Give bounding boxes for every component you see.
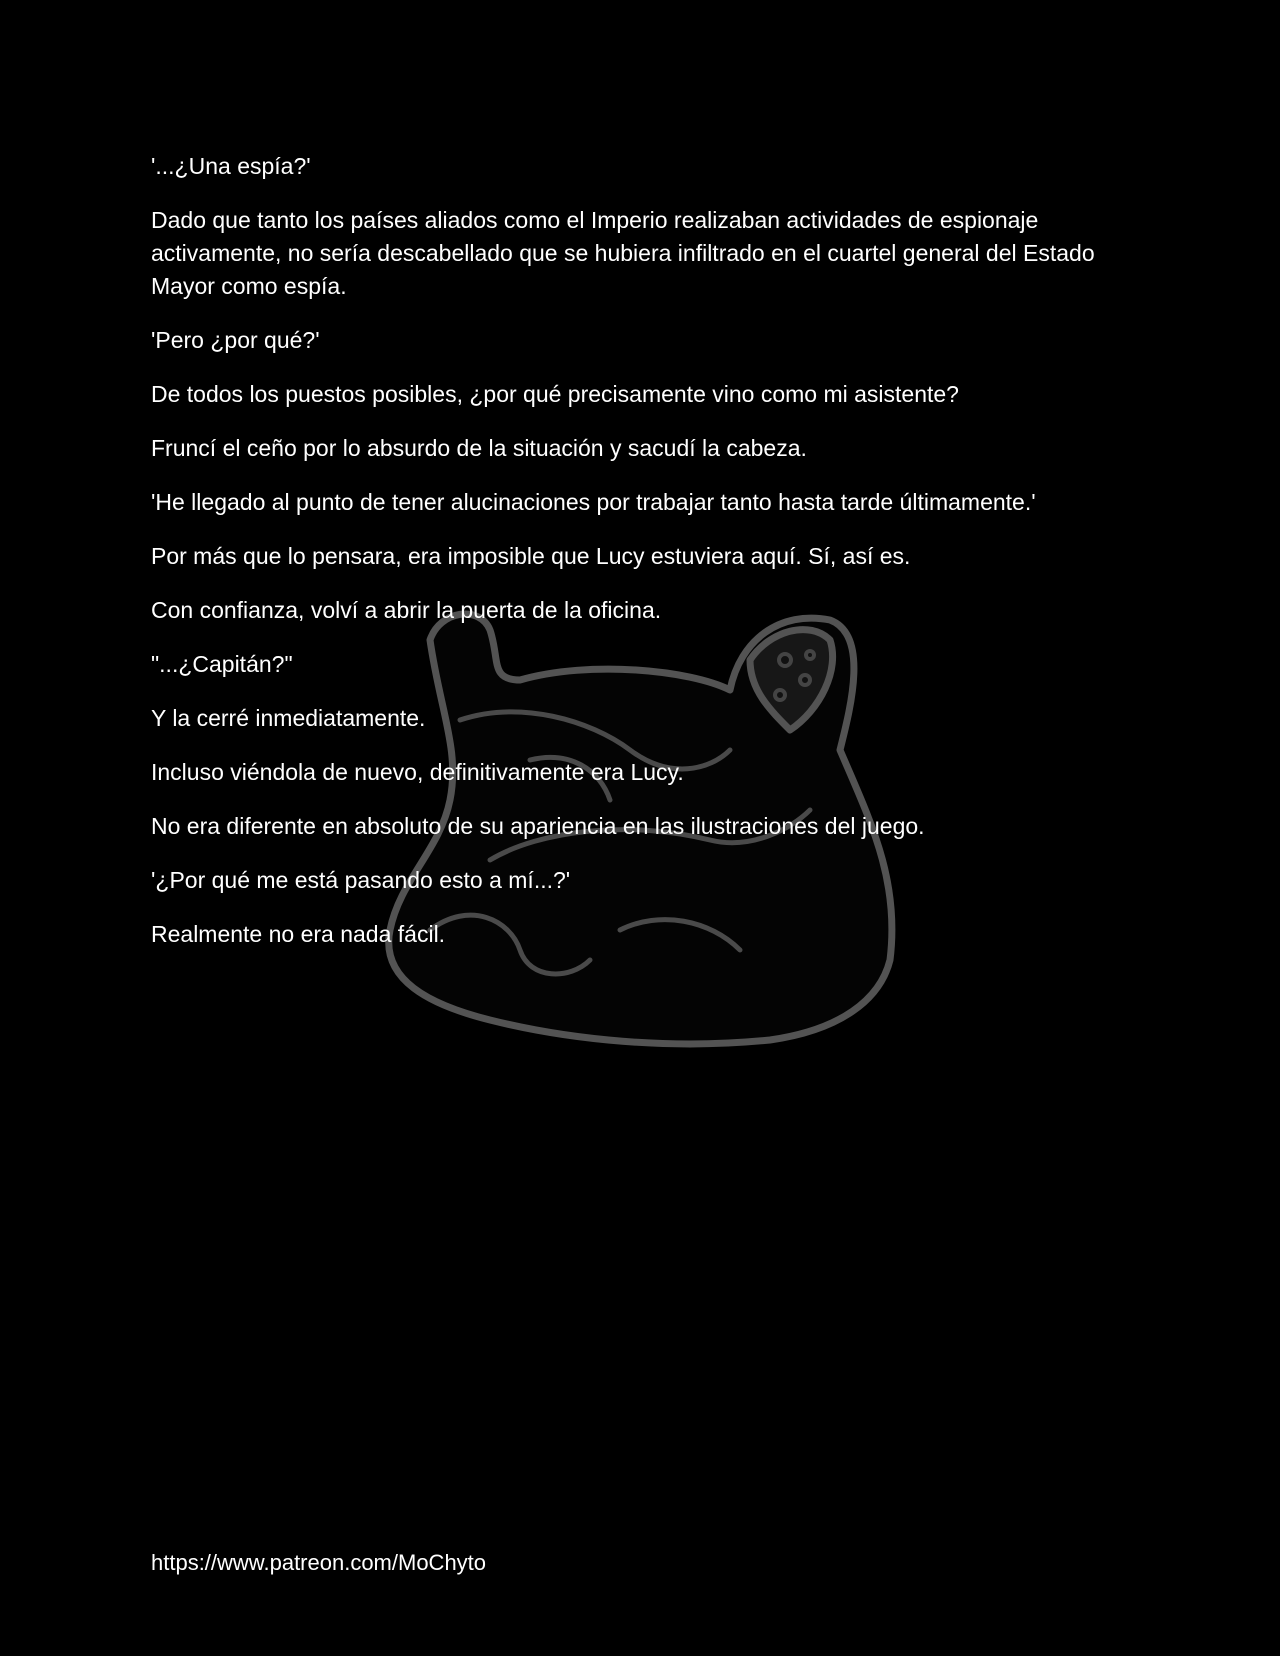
paragraph: 'Pero ¿por qué?'	[151, 327, 320, 353]
paragraph: Con confianza, volví a abrir la puerta de la oficina.	[151, 597, 662, 623]
paragraph: '...¿Una espía?'	[151, 153, 311, 179]
paragraph: 'He llegado al punto de tener alucinaciones por trabajar tanto hasta tarde últimamente.'	[151, 489, 1036, 515]
paragraph: No era diferente en absoluto de su apariencia en las ilustraciones del juego.	[151, 813, 925, 839]
paragraph: Por más que lo pensara, era imposible que Lucy estuviera aquí. Sí, así es.	[151, 543, 911, 569]
story-text	[151, 150, 1141, 972]
paragraph: Realmente no era nada fácil.	[151, 921, 446, 947]
paragraph: '¿Por qué me está pasando esto a mí...?'	[151, 867, 571, 893]
paragraph: "...¿Capitán?"	[151, 651, 293, 677]
paragraph: Y la cerré inmediatamente.	[151, 705, 426, 731]
paragraph: Dado que tanto los países aliados como el Imperio realizaban actividades de espionaje activamente, no sería descabellado que se hubiera infiltrado en el cuartel general del Estado Mayor como espía.	[151, 207, 1095, 299]
patreon-link[interactable]: https://www.patreon.com/MoChyto	[151, 1550, 487, 1575]
paragraph: Incluso viéndola de nuevo, definitivamente era Lucy.	[151, 759, 684, 785]
paragraph: Fruncí el ceño por lo absurdo de la situación y sacudí la cabeza.	[151, 435, 807, 461]
paragraph: De todos los puestos posibles, ¿por qué precisamente vino como mi asistente?	[151, 381, 959, 407]
